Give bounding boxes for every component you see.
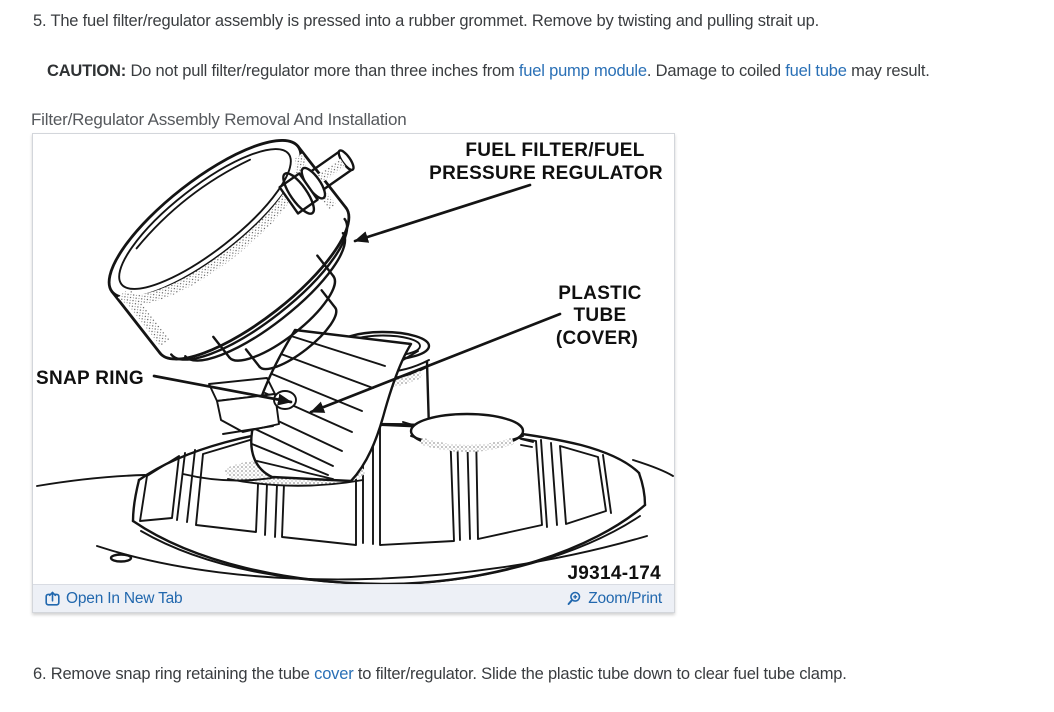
leader-arrow-fuel-filter — [355, 185, 530, 241]
cap-disc — [403, 414, 533, 449]
label-plastic-tube-line3: (COVER) — [555, 328, 639, 349]
zoom-print-label: Zoom/Print — [588, 589, 662, 607]
label-figure-ref: J9314-174 — [567, 563, 661, 584]
open-in-new-tab-icon — [45, 591, 60, 606]
figure-caption: Filter/Regulator Assembly Removal And Installation — [31, 110, 407, 129]
step6-segment: 6. Remove snap ring retaining the tube — [33, 665, 315, 683]
open-in-new-tab-link[interactable] — [45, 590, 182, 608]
step6-segment: to filter/regulator. Slide the plastic tube down to clear fuel tube clamp. — [353, 665, 847, 683]
label-fuel-filter-line2: PRESSURE REGULATOR — [429, 163, 663, 184]
link-cover[interactable]: cover — [314, 665, 354, 683]
zoom-print-icon — [567, 591, 582, 606]
caution-segment: . Damage to coiled — [646, 62, 786, 80]
step-6-text — [33, 665, 847, 684]
label-fuel-filter-line1: FUEL FILTER/FUEL — [465, 140, 645, 161]
link-fuel-pump-module[interactable]: fuel pump module — [518, 62, 647, 80]
caution-segment: Do not pull filter/regulator more than three inches from — [126, 62, 519, 80]
zoom-print-link[interactable] — [567, 590, 662, 608]
diagram-image — [33, 134, 674, 584]
caution-label: CAUTION: — [47, 62, 127, 80]
link-fuel-tube[interactable]: fuel tube — [785, 62, 847, 80]
label-plastic-tube-line2: TUBE — [573, 305, 627, 326]
step-5-text: 5. The fuel filter/regulator assembly is pressed into a rubber grommet. Remove by twisting and pulling strait up. — [33, 12, 819, 30]
figure-toolbar — [33, 584, 674, 612]
label-snap-ring: SNAP RING — [36, 368, 144, 389]
figure-container — [32, 133, 675, 613]
caution-text — [47, 62, 930, 81]
caution-segment: may result. — [846, 62, 930, 80]
open-in-new-tab-label: Open In New Tab — [66, 589, 183, 607]
label-plastic-tube-line1: PLASTIC — [558, 283, 642, 304]
pump-module-cage — [133, 424, 645, 584]
